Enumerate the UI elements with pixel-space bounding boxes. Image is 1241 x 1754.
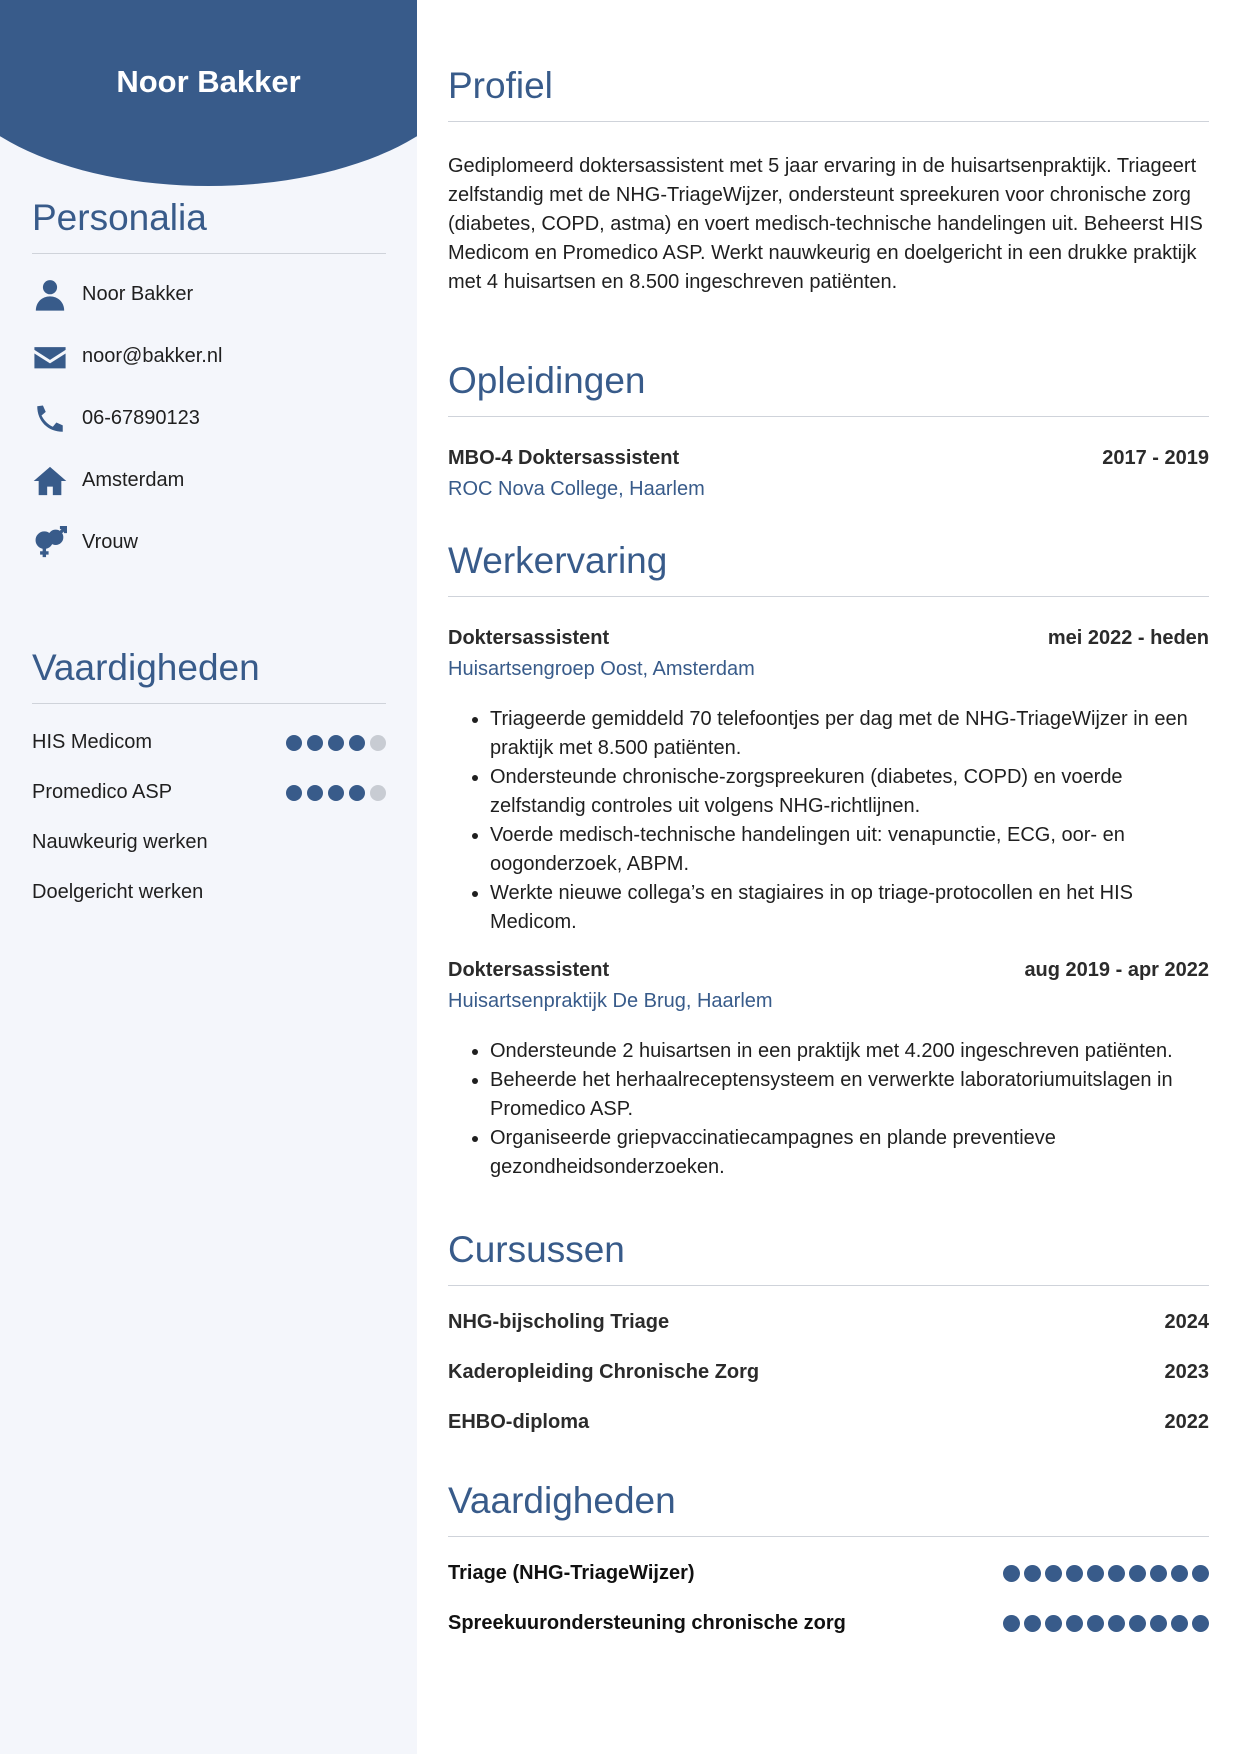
course-year: 2024 <box>1164 1311 1209 1334</box>
skill-rating <box>1003 1615 1209 1632</box>
course-year: 2022 <box>1164 1411 1209 1434</box>
education-divider <box>448 416 1209 417</box>
contact-name-label: Noor Bakker <box>82 283 194 306</box>
sidebar <box>0 0 417 1754</box>
experience-divider <box>448 596 1209 597</box>
education-title: Opleidingen <box>448 360 646 401</box>
side-skill-label: Promedico ASP <box>32 781 173 804</box>
main-skill-label: Spreekuurondersteuning chronische zorg <box>448 1612 846 1635</box>
rating-dot-filled <box>1192 1565 1209 1582</box>
gender-icon <box>32 525 68 561</box>
envelope-icon <box>32 339 68 375</box>
person-icon <box>32 277 68 313</box>
experience-bullet: • Werkte nieuwe collega’s en stagiaires in op triage-protocollen en het HIS Medicom. <box>490 879 1209 937</box>
contact-gender-label: Vrouw <box>82 531 138 554</box>
experience-bullet: • Beheerde het herhaalreceptensysteem en verwerkte laboratoriumuitslagen in Promedico ASP. <box>490 1066 1209 1124</box>
rating-dot-filled <box>1045 1565 1062 1582</box>
rating-dot-filled <box>1171 1565 1188 1582</box>
experience-bullet: • Ondersteunde 2 huisartsen in een praktijk met 4.200 ingeschreven patiënten. <box>490 1037 1209 1066</box>
rating-dot-filled <box>1024 1565 1041 1582</box>
side-skill-row <box>32 718 386 768</box>
rating-dot-filled <box>1150 1615 1167 1632</box>
experience-bullet: • Voerde medisch-technische handelingen uit: venapunctie, ECG, oor- en oogonderzoek, ABPM. <box>490 821 1209 879</box>
contact-city-label: Amsterdam <box>82 469 185 492</box>
education-period: 2017 - 2019 <box>1102 446 1209 469</box>
rating-dot-empty <box>370 735 386 751</box>
main-skills-section <box>448 1481 1209 1649</box>
contact-gender <box>32 512 386 574</box>
rating-dot-filled <box>1150 1565 1167 1582</box>
experience-period: aug 2019 - apr 2022 <box>1024 958 1209 981</box>
side-skills-title: Vaardigheden <box>32 647 260 688</box>
main-skill-row <box>448 1599 1209 1649</box>
rating-dot-filled <box>328 735 344 751</box>
personalia-section <box>32 198 386 574</box>
experience-bullets <box>448 705 1209 937</box>
experience-title: Werkervaring <box>448 540 668 581</box>
experience-period: mei 2022 - heden <box>1047 626 1209 649</box>
experience-section <box>448 541 1209 1182</box>
rating-dot-filled <box>307 785 323 801</box>
course-name: EHBO-diploma <box>448 1411 590 1434</box>
skill-rating <box>286 785 386 801</box>
course-row <box>448 1298 1209 1348</box>
side-skills-divider <box>32 703 386 704</box>
contact-city <box>32 450 386 512</box>
rating-dot-filled <box>1066 1615 1083 1632</box>
course-name: NHG-bijscholing Triage <box>448 1311 670 1334</box>
side-skill-row <box>32 768 386 818</box>
courses-title: Cursussen <box>448 1229 625 1270</box>
rating-dot-filled <box>1066 1565 1083 1582</box>
rating-dot-filled <box>349 735 365 751</box>
course-row <box>448 1398 1209 1448</box>
contact-email-label[interactable]: noor@bakker.nl <box>82 345 223 368</box>
rating-dot-filled <box>1108 1565 1125 1582</box>
courses-section <box>448 1230 1209 1448</box>
experience-bullet: • Organiseerde griepvaccinatiecampagnes en plande preventieve gezondheidsonderzoeken. <box>490 1124 1209 1182</box>
education-entry <box>448 447 1209 501</box>
profile-section <box>448 66 1209 297</box>
phone-icon <box>32 401 68 437</box>
experience-role: Doktersassistent <box>448 626 610 649</box>
rating-dot-filled <box>286 785 302 801</box>
education-school: ROC Nova College, Haarlem <box>448 477 705 500</box>
skill-rating <box>286 735 386 751</box>
rating-dot-filled <box>328 785 344 801</box>
profile-title: Profiel <box>448 65 553 106</box>
rating-dot-filled <box>349 785 365 801</box>
contact-name <box>32 264 386 326</box>
experience-bullets <box>448 1037 1209 1182</box>
main-skill-label: Triage (NHG-TriageWijzer) <box>448 1562 695 1585</box>
education-section <box>448 361 1209 501</box>
personalia-title: Personalia <box>32 197 207 238</box>
rating-dot-filled <box>1192 1615 1209 1632</box>
rating-dot-empty <box>370 785 386 801</box>
experience-employer: Huisartsengroep Oost, Amsterdam <box>448 657 755 680</box>
personalia-divider <box>32 253 386 254</box>
side-skill-row <box>32 818 386 868</box>
course-name: Kaderopleiding Chronische Zorg <box>448 1361 760 1384</box>
main-skills-divider <box>448 1536 1209 1537</box>
rating-dot-filled <box>1087 1615 1104 1632</box>
experience-entry <box>448 959 1209 1182</box>
rating-dot-filled <box>286 735 302 751</box>
main-skills-title: Vaardigheden <box>448 1480 676 1521</box>
profile-text: Gediplomeerd doktersassistent met 5 jaar ervaring in de huisartsenpraktijk. Triageert zelfstandig met de NHG-TriageWijzer, ondersteunt spreekuren voor chronische zorg (diabetes, COPD, astma) en voert medisch-technische handelingen uit. Beheerst HIS Medicom en Promedico ASP. Werkt nauwkeurig en doelgericht in een drukke praktijk met 4 huisartsen en 8.500 ingeschreven patiënten. <box>448 154 1203 293</box>
course-year: 2023 <box>1164 1361 1209 1384</box>
course-row <box>448 1348 1209 1398</box>
courses-divider <box>448 1285 1209 1286</box>
rating-dot-filled <box>1024 1615 1041 1632</box>
experience-bullet: • Ondersteunde chronische-zorgspreekuren (diabetes, COPD) en voerde zelfstandig controles uit volgens NHG-richtlijnen. <box>490 763 1209 821</box>
side-skill-label: Doelgericht werken <box>32 881 204 904</box>
education-degree: MBO-4 Doktersassistent <box>448 446 680 469</box>
rating-dot-filled <box>1129 1565 1146 1582</box>
profile-divider <box>448 121 1209 122</box>
skill-rating <box>1003 1565 1209 1582</box>
contact-email[interactable] <box>32 326 386 388</box>
experience-role: Doktersassistent <box>448 958 610 981</box>
candidate-name: Noor Bakker <box>116 64 301 99</box>
contact-phone-label[interactable]: 06-67890123 <box>82 407 200 430</box>
rating-dot-filled <box>307 735 323 751</box>
rating-dot-filled <box>1171 1615 1188 1632</box>
rating-dot-filled <box>1087 1565 1104 1582</box>
experience-bullet: • Triageerde gemiddeld 70 telefoontjes per dag met de NHG-TriageWijzer in een praktijk met 8.500 patiënten. <box>490 705 1209 763</box>
home-icon <box>32 463 68 499</box>
rating-dot-filled <box>1108 1615 1125 1632</box>
main-skill-row <box>448 1549 1209 1599</box>
rating-dot-filled <box>1129 1615 1146 1632</box>
side-skill-label: HIS Medicom <box>32 731 153 754</box>
rating-dot-filled <box>1003 1565 1020 1582</box>
contact-phone[interactable] <box>32 388 386 450</box>
rating-dot-filled <box>1045 1615 1062 1632</box>
side-skills-section <box>32 648 386 918</box>
side-skill-label: Nauwkeurig werken <box>32 831 208 854</box>
experience-entry <box>448 627 1209 937</box>
rating-dot-filled <box>1003 1615 1020 1632</box>
experience-employer: Huisartsenpraktijk De Brug, Haarlem <box>448 989 773 1012</box>
side-skill-row <box>32 868 386 918</box>
